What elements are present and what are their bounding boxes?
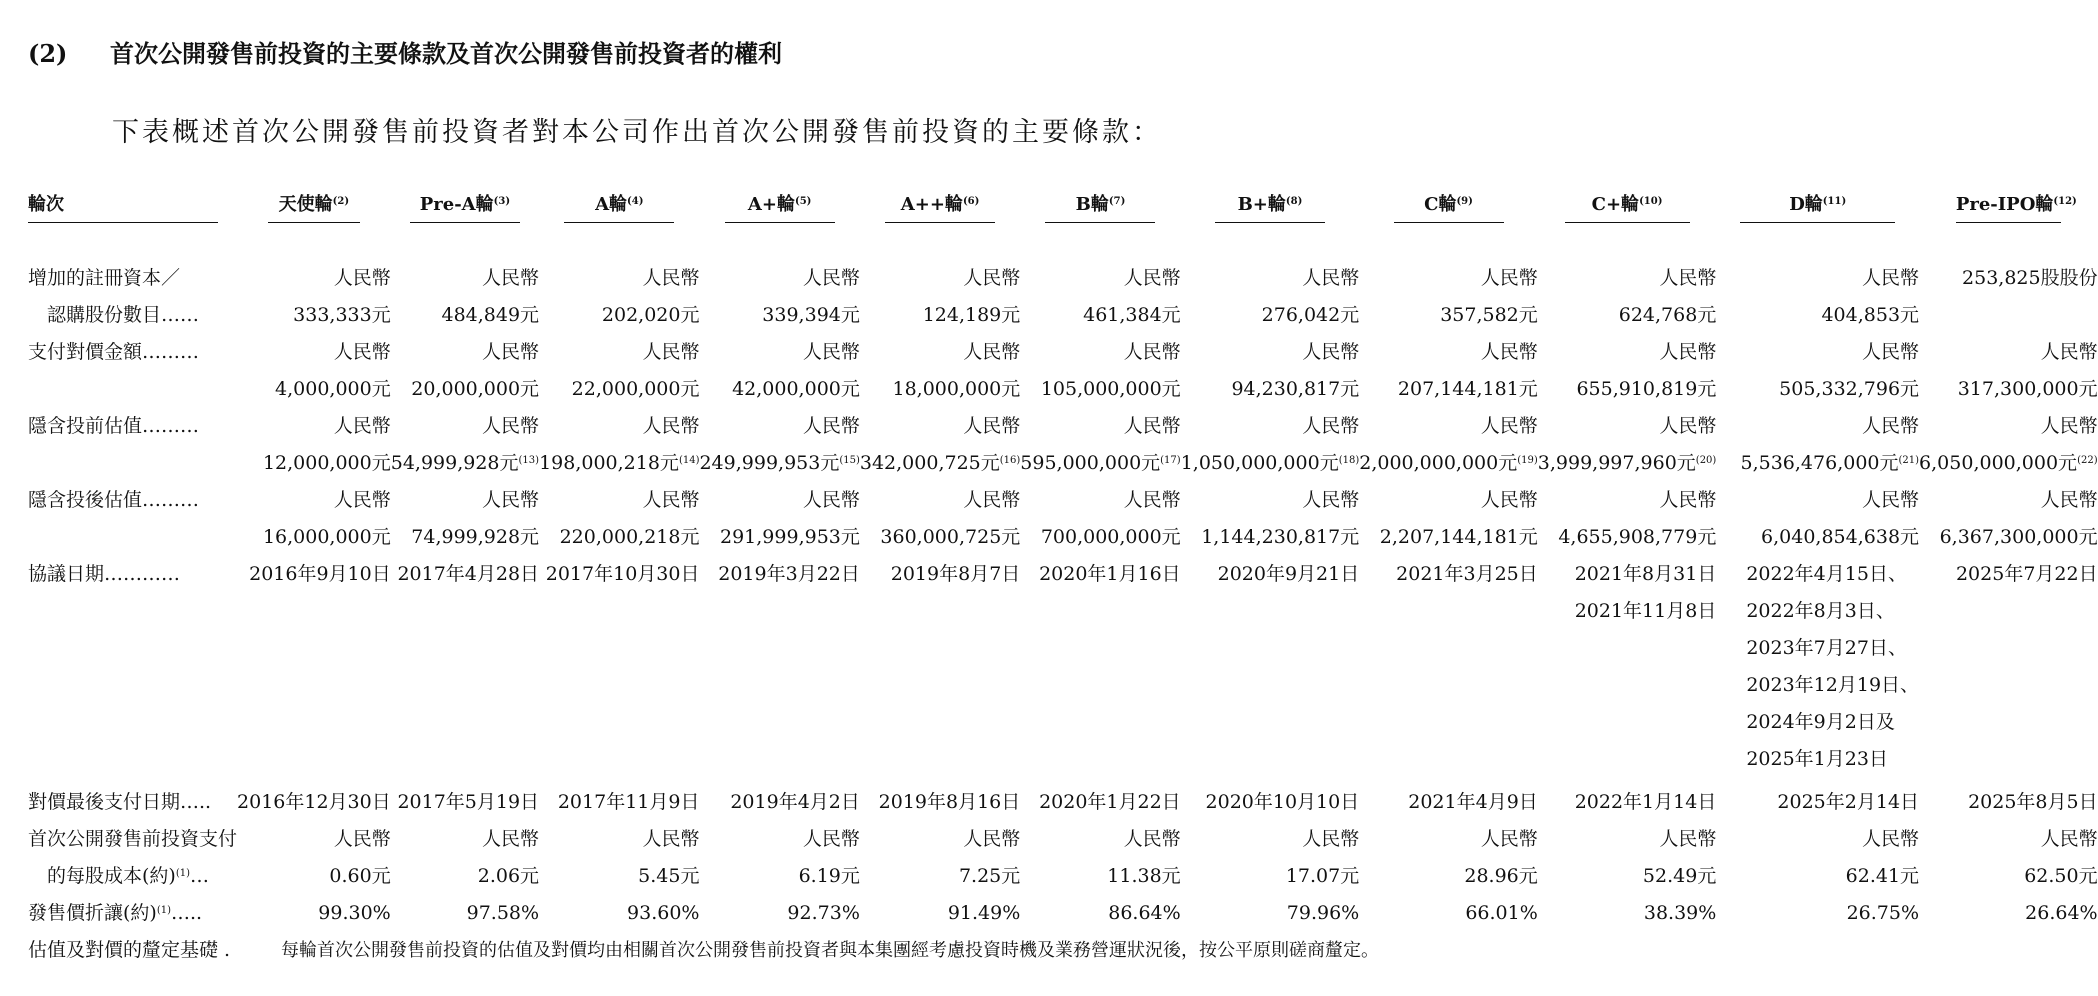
table-cell: 2020年1月22日 [1039,791,1181,813]
table-cell: 人民幣 5.45元 [638,828,700,887]
table-cell: 人民幣 28.96元 [1464,828,1538,887]
table-cell: 2019年8月7日 [890,563,1021,585]
table-cell: 人民幣 74,999,928元 [411,489,540,548]
table-cell: 人民幣 6,050,000,000元$^{(22)}$ [1919,415,2098,474]
table-cell: 人民幣 207,144,181元 [1397,341,1538,400]
row-label-registered-capital: 增加的註冊資本／ 認購股份數目…… [28,267,200,326]
col-header-a: A輪$^{(4)}$ [564,188,674,223]
footnote-ref: (19) [1517,455,1538,466]
table-cell: 人民幣 202,020元 [601,267,700,326]
table-cell: 人民幣 62.50元 [2024,828,2098,887]
table-cell: 2025年2月14日 [1777,791,1920,813]
intro-paragraph: 下表概述首次公開發售前投資者對本公司作出首次公開發售前投資的主要條款： [112,117,1162,148]
footnote-ref: (14) [678,455,700,466]
header-row [28,188,2098,232]
table-cell: 2016年9月10日 [249,563,391,585]
table-cell: 人民幣 276,042元 [1261,267,1360,326]
table-cell: 人民幣 62.41元 [1845,828,1920,887]
table-cell: 人民幣 461,384元 [1083,267,1181,326]
table-cell: 人民幣 220,000,218元 [559,489,700,548]
table-cell: 97.58% [466,902,540,924]
table-cell: 79.96% [1286,902,1360,924]
footnote-ref: (13) [518,455,540,466]
table-cell: 人民幣 94,230,817元 [1231,341,1360,400]
table-cell: 人民幣 6,040,854,638元 [1761,489,1920,548]
table-cell: 人民幣 1,050,000,000元$^{(18)}$ [1180,415,1360,474]
table-cell: 人民幣 198,000,218元$^{(14)}$ [539,415,700,474]
table-row-cost-per-share [28,821,2098,895]
row-label-valuation-basis: 估值及對價的釐定基礎 . [28,939,231,961]
table-cell: 人民幣 342,000,725元$^{(16)}$ [859,415,1021,474]
table-cell: 2021年4月9日 [1408,791,1538,813]
table-cell: 2021年8月31日 2021年11月8日 [1574,563,1717,622]
table-row-registered-capital [28,260,2098,334]
table-cell: 人民幣 54,999,928元$^{(13)}$ [390,415,540,474]
table-cell: 人民幣 404,853元 [1821,267,1920,326]
table-cell: 2017年5月19日 [397,791,540,813]
table-cell: 2022年1月14日 [1574,791,1717,813]
table-cell: 2016年12月30日 [237,791,391,813]
table-cell: 91.49% [947,902,1021,924]
table-row-agreement-date [28,556,2098,778]
table-cell: 人民幣 20,000,000元 [411,341,540,400]
table-cell: 人民幣 6.19元 [798,828,860,887]
table-cell: 人民幣 484,849元 [441,267,540,326]
table-cell: 人民幣 11.38元 [1107,828,1181,887]
footnote-ref: (21) [1898,455,1920,466]
section-number: (2) [28,39,68,68]
row-label-offer-price-discount: 發售價折讓(約)$^{(1)}$….. [28,902,203,924]
table-cell: 38.39% [1643,902,1717,924]
row-label-final-payment-date: 對價最後支付日期….. [28,791,212,813]
table-cell: 人民幣 333,333元 [293,267,391,326]
table-cell: 人民幣 624,768元 [1618,267,1717,326]
table-row-post-money-valuation [28,482,2098,556]
table-cell: 人民幣 291,999,953元 [720,489,860,548]
col-header-a-plus: A+輪$^{(5)}$ [725,188,835,223]
col-header-pre-a: Pre-A輪$^{(3)}$ [410,188,520,223]
table-cell: 人民幣 1,144,230,817元 [1201,489,1360,548]
table-cell: 人民幣 700,000,000元 [1040,489,1181,548]
table-cell: 2017年10月30日 [545,563,700,585]
table-cell: 人民幣 105,000,000元 [1040,341,1181,400]
investment-terms-table [28,188,2098,969]
footnote-ref: (1) [175,868,190,879]
table-cell: 人民幣 124,189元 [922,267,1021,326]
table-cell: 93.60% [627,902,700,924]
footnote-ref: (18) [1338,455,1360,466]
table-cell: 人民幣 595,000,000元$^{(17)}$ [1020,415,1181,474]
table-cell: 66.01% [1465,902,1538,924]
table-cell: 2017年11月9日 [557,791,700,813]
table-cell: 人民幣 655,910,819元 [1576,341,1717,400]
col-header-c-plus: C+輪$^{(10)}$ [1565,188,1690,223]
table-cell: 2022年4月15日、 2022年8月3日、 2023年7月27日、 2023年12月19日、 2024年9月2日及 2025年1月23日 [1746,563,1920,770]
section-heading [28,34,782,69]
table-row-consideration [28,334,2098,408]
table-row-final-payment-date [28,784,2098,821]
footnote-ref: (20) [1695,455,1717,466]
table-cell: 人民幣 0.60元 [329,828,391,887]
section-title: 首次公開發售前投資的主要條款及首次公開發售前投資者的權利 [110,39,782,68]
table-cell: 人民幣 18,000,000元 [892,341,1021,400]
table-cell: 2020年1月16日 [1039,563,1181,585]
row-label-pre-money-valuation: 隱含投前估值……… [28,415,200,437]
table-row-pre-money-valuation [28,408,2098,482]
table-cell: 人民幣 42,000,000元 [732,341,860,400]
table-cell: 人民幣 5,536,476,000元$^{(21)}$ [1740,415,1920,474]
table-cell: 2021年3月25日 [1396,563,1538,585]
table-row-valuation-basis [28,932,2098,969]
table-cell: 2019年4月2日 [730,791,860,813]
table-cell: 人民幣 360,000,725元 [880,489,1021,548]
table-cell: 人民幣 2,000,000,000元$^{(19)}$ [1359,415,1538,474]
table-cell: 人民幣 249,999,953元$^{(15)}$ [699,415,860,474]
table-cell: 99.30% [318,902,391,924]
row-label-cost-per-share: 首次公開發售前投資支付 的每股成本(約)$^{(1)}$… [28,828,238,887]
col-header-angel: 天使輪$^{(2)}$ [268,188,360,223]
table-cell: 253,825股股份 [1962,267,2098,289]
row-label-agreement-date: 協議日期………… [28,563,181,585]
row-label-consideration: 支付對價金額……… [28,341,200,363]
table-cell: 人民幣 22,000,000元 [571,341,700,400]
table-cell: 26.75% [1846,902,1920,924]
table-cell: 人民幣 52.49元 [1642,828,1717,887]
table-cell: 人民幣 12,000,000元 [262,415,391,474]
col-header-pre-ipo: Pre-IPO輪$^{(12)}$ [1956,188,2061,223]
table-cell: 人民幣 3,999,997,960元$^{(20)}$ [1537,415,1717,474]
table-cell: 2019年8月16日 [878,791,1021,813]
footnote-ref: (15) [839,455,860,466]
table-row-offer-price-discount [28,895,2098,932]
footnote-ref: (16) [999,455,1021,466]
valuation-basis-text: 每輪首次公開發售前投資的估值及對價均由相關首次公開發售前投資者與本集團經考慮投資時機及業務營運狀況後，按公平原則磋商釐定。 [281,940,1380,961]
table-cell: 2017年4月28日 [397,563,540,585]
col-header-a-plus-plus: A++輪$^{(6)}$ [885,188,995,223]
round-header-label: 輪次 [28,188,218,223]
table-cell: 86.64% [1108,902,1181,924]
table-cell: 人民幣 16,000,000元 [262,489,391,548]
footnote-ref: (17) [1160,455,1181,466]
table-cell: 人民幣 17.07元 [1285,828,1360,887]
col-header-b-plus: B+輪$^{(8)}$ [1215,188,1325,223]
footnote-ref: (1) [156,905,171,916]
table-cell: 人民幣 357,582元 [1440,267,1538,326]
table-cell: 2025年7月22日 [1955,563,2098,585]
table-cell: 人民幣 339,394元 [762,267,860,326]
table-cell: 92.73% [787,902,860,924]
table-cell: 人民幣 505,332,796元 [1779,341,1920,400]
table-cell: 人民幣 317,300,000元 [1957,341,2098,400]
table-cell: 26.64% [2025,902,2098,924]
col-header-b: B輪$^{(7)}$ [1045,188,1155,223]
table-cell: 2025年8月5日 [1968,791,2098,813]
table-cell: 人民幣 2,207,144,181元 [1379,489,1538,548]
table-cell: 人民幣 2.06元 [477,828,540,887]
table-cell: 人民幣 6,367,300,000元 [1939,489,2098,548]
footnote-ref: (22) [2077,455,2098,466]
table-cell: 人民幣 4,655,908,779元 [1558,489,1717,548]
table-cell: 2020年9月21日 [1217,563,1360,585]
col-header-c: C輪$^{(9)}$ [1394,188,1504,223]
table-cell: 2019年3月22日 [718,563,860,585]
row-label-post-money-valuation: 隱含投後估值……… [28,489,200,511]
col-header-d: D輪$^{(11)}$ [1740,188,1895,223]
table-cell: 人民幣 4,000,000元 [275,341,391,400]
table-cell: 人民幣 7.25元 [958,828,1021,887]
table-cell: 2020年10月10日 [1205,791,1360,813]
